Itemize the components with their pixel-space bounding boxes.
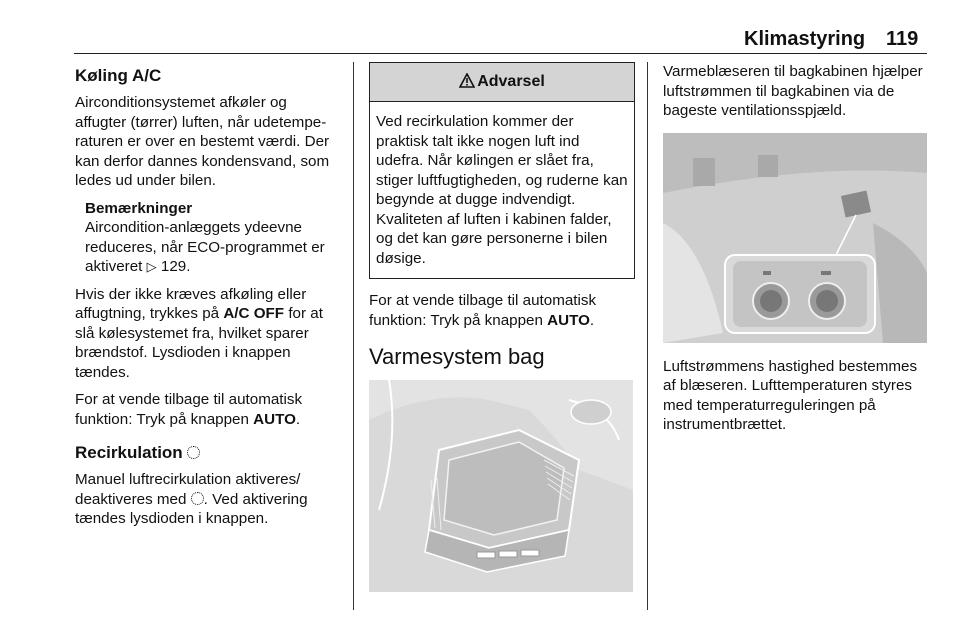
paragraph-ac-intro: Airconditionsystemet afkøler og affugter (tørrer) luften, når udetemperaturen er over en bestemt værdi. Der kan derfor dannes kondensvand, som ledes ud under bilen. bbox=[75, 94, 330, 189]
warning-header: Advarsel bbox=[370, 63, 634, 102]
column-middle bbox=[369, 62, 635, 592]
rear-controls-photo bbox=[663, 133, 927, 343]
paragraph-auto-2: For at vende tilbage til automatisk funktion: Tryk på knappen AUTO. bbox=[369, 292, 597, 329]
column-left bbox=[75, 62, 341, 537]
rear-heater-drawing bbox=[369, 380, 633, 592]
page-section-title: Klimastyring bbox=[744, 28, 866, 50]
heading-cooling: Køling A/C bbox=[75, 66, 162, 85]
paragraph-ac-off: Hvis der ikke kræves afkøling eller affugtning, trykkes på A/C OFF for at slå kølesystemet fra, hvilket sparer brændstof. Lysdioden i knappen tændes. bbox=[75, 285, 323, 381]
heading-recirculation: Recirkulation bbox=[75, 443, 341, 463]
page-number: 119 bbox=[886, 28, 919, 50]
auto-button-label: AUTO bbox=[547, 311, 590, 329]
paragraph-rear-fan: Varmeblæseren til bagkabinen hjælper luftstrømmen til bagkabinen via de bageste ventilationsspjæld. bbox=[663, 63, 923, 119]
ac-off-button-label: A/C OFF bbox=[223, 305, 285, 322]
reference-arrow-icon: ▷ bbox=[146, 259, 157, 274]
column-divider bbox=[353, 62, 354, 610]
warning-text: Ved recirkulation kommer der praktisk talt ikke nogen luft ind udefra. Når kølingen er slået fra, stiger luftfugtigheden, og ruderne kan begynde at dugge indvendigt. Kvaliteten af luften i kabinen falder, og det kan gøre personerne i bilen døsige. bbox=[376, 113, 628, 267]
note-page-ref: 129. bbox=[160, 258, 191, 275]
note-title: Bemærkninger bbox=[85, 199, 193, 217]
heading-rear-heating: Varmesystem bag bbox=[369, 344, 545, 369]
auto-button-label: AUTO bbox=[253, 410, 296, 428]
header-rule bbox=[74, 53, 927, 54]
note-text: Aircondition-anlæggets ydeevne reduceres, når ECO-programmet er aktiveret ▷ 129. bbox=[85, 219, 325, 275]
rear-controls-image bbox=[663, 133, 927, 343]
recirculation-icon bbox=[191, 492, 204, 505]
note-block bbox=[85, 199, 341, 277]
warning-box bbox=[369, 62, 635, 279]
column-right bbox=[663, 62, 927, 443]
rear-heater-illustration bbox=[369, 380, 633, 592]
paragraph-recirculation: Manuel luftrecirkulation aktiveres/ deaktiveres med . Ved aktivering tændes lysdioden i knappen. bbox=[75, 471, 308, 527]
column-divider bbox=[647, 62, 648, 610]
paragraph-auto: For at vende tilbage til automatisk funktion: Tryk på knappen AUTO. bbox=[75, 391, 303, 428]
paragraph-airflow: Luftstrømmens hastighed bestemmes af blæseren. Lufttemperaturen styres med temperaturreguleringen på instrumentbrættet. bbox=[663, 357, 918, 433]
recirculation-icon bbox=[187, 446, 200, 459]
warning-triangle-icon bbox=[459, 73, 475, 88]
